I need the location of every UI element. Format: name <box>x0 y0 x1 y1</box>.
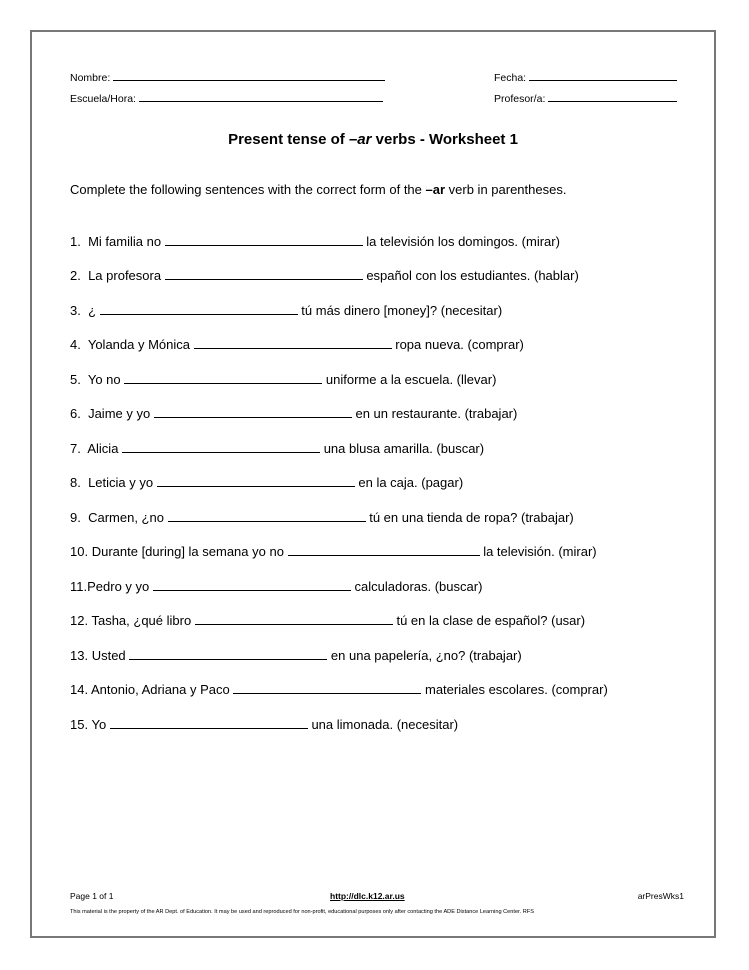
question-text-before: Leticia y yo <box>88 475 154 490</box>
question-5 <box>70 372 496 387</box>
question-number: 1. <box>70 234 81 249</box>
question-number: 8. <box>70 475 81 490</box>
answer-blank[interactable] <box>195 613 393 625</box>
nombre-label: Nombre: <box>70 72 111 84</box>
answer-blank[interactable] <box>168 510 366 522</box>
question-number: 5. <box>70 372 81 387</box>
question-text-before: Yo <box>91 717 107 732</box>
question-text-before: Yo no <box>87 372 121 387</box>
answer-blank[interactable] <box>233 682 421 694</box>
document-code: arPresWks1 <box>637 891 684 901</box>
question-number: 15. <box>70 717 89 732</box>
question-6 <box>70 406 517 421</box>
profesor-field <box>494 91 677 105</box>
question-text-after: español con los estudiantes. (hablar) <box>366 268 579 283</box>
worksheet-page <box>30 30 716 938</box>
question-number: 10. <box>70 544 89 559</box>
instructions-text-pre: Complete the following sentences with the correct form of the <box>70 182 426 197</box>
question-text-before: Alicia <box>87 441 119 456</box>
question-text-after: uniforme a la escuela. (llevar) <box>325 372 497 387</box>
copyright-text: This material is the property of the AR Dept. of Education. It may be used and reproduced for non-profit, educational purposes only after contacting the ADE Distance Learning Center. <box>70 909 522 915</box>
escuela-field <box>70 91 383 105</box>
question-number: 3. <box>70 303 81 318</box>
answer-blank[interactable] <box>153 579 351 591</box>
question-text-after: la televisión los domingos. (mirar) <box>366 234 560 249</box>
question-text-after: la televisión. (mirar) <box>483 544 597 559</box>
question-10 <box>70 544 597 559</box>
answer-blank[interactable] <box>129 648 327 660</box>
question-text-before: Pedro y yo <box>87 579 150 594</box>
question-text-after: en la caja. (pagar) <box>358 475 464 490</box>
footer-link-wrap <box>330 891 405 901</box>
question-text-after: tú en la clase de español? (usar) <box>396 613 586 628</box>
fecha-blank[interactable] <box>529 70 677 81</box>
question-text-before: Mi familia no <box>88 234 162 249</box>
question-text-after: materiales escolares. (comprar) <box>425 682 608 697</box>
title-text-em: –ar <box>348 131 372 148</box>
question-number: 9. <box>70 510 81 525</box>
answer-blank[interactable] <box>122 441 320 453</box>
question-number: 2. <box>70 268 81 283</box>
question-text-after: tú en una tienda de ropa? (trabajar) <box>369 510 574 525</box>
answer-blank[interactable] <box>124 372 322 384</box>
question-text-before: Durante [during] la semana yo no <box>91 544 284 559</box>
author-initials: RFS <box>522 909 534 915</box>
question-3 <box>70 303 502 318</box>
answer-blank[interactable] <box>110 717 308 729</box>
worksheet-title <box>32 131 714 148</box>
question-15 <box>70 717 458 732</box>
instructions-text-post: verb in parentheses. <box>445 182 567 197</box>
profesor-label: Profesor/a: <box>494 93 546 105</box>
instructions-text-bold: –ar <box>425 182 446 197</box>
question-text-before: La profesora <box>88 268 162 283</box>
question-number: 14. <box>70 682 89 697</box>
question-text-after: en un restaurante. (trabajar) <box>355 406 518 421</box>
escuela-blank[interactable] <box>139 91 383 102</box>
answer-blank[interactable] <box>288 544 480 556</box>
question-11 <box>70 579 482 594</box>
question-13 <box>70 648 522 663</box>
question-2 <box>70 268 579 283</box>
title-text-post: verbs - Worksheet 1 <box>371 131 518 148</box>
question-1 <box>70 234 560 249</box>
question-12 <box>70 613 585 628</box>
question-text-before: Usted <box>91 648 126 663</box>
question-text-before: ¿ <box>88 303 97 318</box>
question-text-after: una limonada. (necesitar) <box>311 717 459 732</box>
question-text-after: calculadoras. (buscar) <box>354 579 483 594</box>
fecha-label: Fecha: <box>494 72 527 84</box>
question-number: 4. <box>70 337 81 352</box>
escuela-label: Escuela/Hora: <box>70 93 136 105</box>
question-text-after: tú más dinero [money]? (necesitar) <box>301 303 503 318</box>
answer-blank[interactable] <box>154 406 352 418</box>
answer-blank[interactable] <box>157 475 355 487</box>
question-number: 7. <box>70 441 81 456</box>
instructions <box>70 182 566 197</box>
copyright-note <box>70 909 534 915</box>
answer-blank[interactable] <box>165 268 363 280</box>
fecha-field <box>494 70 677 84</box>
question-4 <box>70 337 524 352</box>
nombre-field <box>70 70 385 84</box>
question-text-before: Carmen, ¿no <box>88 510 164 525</box>
question-text-before: Tasha, ¿qué libro <box>91 613 192 628</box>
question-9 <box>70 510 574 525</box>
question-number: 6. <box>70 406 81 421</box>
footer-url-link[interactable]: http://dlc.k12.ar.us <box>330 891 405 901</box>
page-number: Page 1 of 1 <box>70 891 114 901</box>
question-number: 13. <box>70 648 89 663</box>
nombre-blank[interactable] <box>113 70 385 81</box>
answer-blank[interactable] <box>100 303 298 315</box>
question-text-after: en una papelería, ¿no? (trabajar) <box>330 648 522 663</box>
answer-blank[interactable] <box>194 337 392 349</box>
profesor-blank[interactable] <box>548 91 677 102</box>
question-text-before: Yolanda y Mónica <box>87 337 190 352</box>
question-number: 11. <box>70 579 88 594</box>
question-text-after: una blusa amarilla. (buscar) <box>323 441 485 456</box>
question-8 <box>70 475 463 490</box>
title-text-pre: Present tense of <box>228 131 349 148</box>
question-number: 12. <box>70 613 89 628</box>
question-text-after: ropa nueva. (comprar) <box>395 337 524 352</box>
question-text-before: Antonio, Adriana y Paco <box>90 682 230 697</box>
answer-blank[interactable] <box>165 234 363 246</box>
question-7 <box>70 441 484 456</box>
question-14 <box>70 682 608 697</box>
question-text-before: Jaime y yo <box>88 406 151 421</box>
